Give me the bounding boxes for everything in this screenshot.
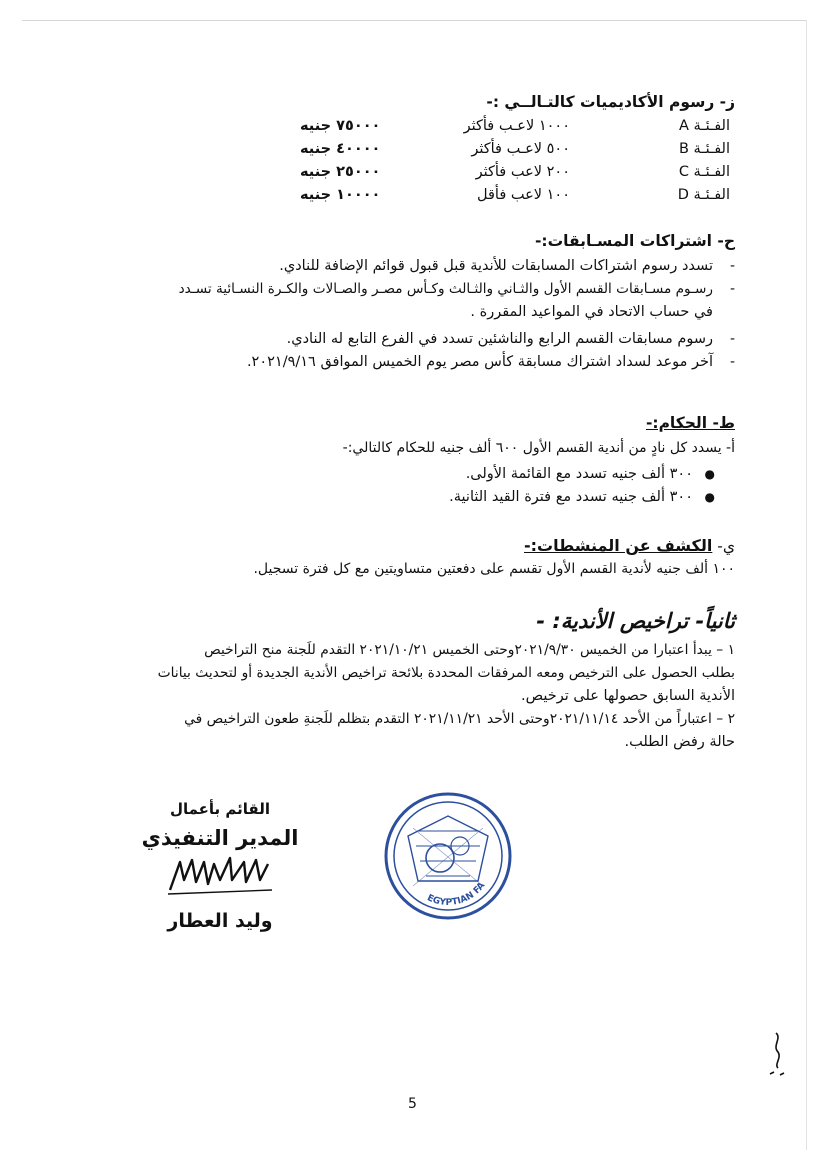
list-item-text: آخر موعد لسداد اشتراك مسابقة كأس مصر يوم الخميس الموافق ٢٠٢١/٩/١٦. [246, 354, 713, 370]
list-item-text: تسدد رسوم اشتراكات المسابقات للأندية قبل قبول قوائم الإضافة للنادي. [279, 258, 713, 274]
signature-name: وليد العطار [167, 910, 273, 932]
fee-players: ١٠٠ لاعب فأقل [476, 187, 570, 203]
paragraph-line: ٢ – اعتباراً من الأحد ٢٠٢١/١١/١٤وحتى الأحد ٢٠٢١/١١/٢١ التقدم بتظلم للَجنةِ طعون التراخيص في [184, 711, 735, 727]
referees-intro: أ- يسدد كل نادٍ من أندية القسم الأول ٦٠٠ ألف جنيه للحكام كالتالي:- [342, 440, 735, 456]
fee-category: الفـئـة B [679, 141, 730, 157]
svg-text:EGYPTIAN FA [425, 881, 487, 908]
list-item-continuation [85, 304, 735, 331]
signature-title-acting: القائم بأعمال [169, 800, 271, 818]
fee-players: ١٠٠٠ لاعـب فأكثر [463, 118, 570, 134]
referees-bullets [395, 466, 715, 512]
competitions-subscriptions-heading: ح- اشتراكات المسـابقات:- [534, 232, 735, 250]
list-item [85, 331, 735, 354]
fee-players: ٥٠٠ لاعـب فأكثر [471, 141, 570, 157]
list-item-text: ٣٠٠ ألف جنيه تسدد مع فترة القيد الثانية. [449, 489, 693, 505]
list-item-text: رسـوم مسـابقات القسم الأول والثـاني والثـالث وكـأس مصـر والصـالات والكـرة النسـائية تسـدد [178, 281, 713, 297]
fee-amount: ٤٠٠٠٠ جنيه [300, 141, 381, 157]
signature-title-executive-director: المدير التنفيذي [141, 826, 299, 850]
list-item-text: رسوم مسابقات القسم الرابع والناشئين تسدد في الفرع التابع له النادي. [286, 331, 713, 347]
paragraph-line: حالة رفض الطلب. [624, 734, 735, 750]
fee-players: ٢٠٠ لاعب فأكثر [475, 164, 570, 180]
paragraph-line: الأندية السابق حصولها على ترخيص. [521, 688, 735, 704]
initials-icon [764, 1028, 794, 1078]
list-item [395, 489, 715, 512]
stamp-icon [378, 786, 518, 926]
fee-category: الفـئـة C [678, 164, 730, 180]
subscriptions-list [85, 258, 735, 377]
list-item-text: ٣٠٠ ألف جنيه تسدد مع القائمة الأولى. [465, 466, 693, 482]
list-item [85, 354, 735, 377]
academies-fees-heading: ز- رسوم الأكاديميات كالتـالــي :- [486, 93, 735, 111]
bullet-icon: ● [704, 490, 715, 504]
paragraph-line: ١ – يبدأ اعتبارا من الخميس ٢٠٢١/٩/٣٠وحتى الخميس ٢٠٢١/١٠/٢١ التقدم للَجنة منح التراخيص [204, 642, 735, 658]
fee-amount: ٧٥٠٠٠ جنيه [300, 118, 381, 134]
clubs-licensing-heading: ثانياً- تراخيص الأندية: - [536, 609, 735, 633]
margin-initials [764, 1028, 794, 1078]
stamp-text: EGYPTIAN FA [425, 880, 488, 908]
list-item [85, 281, 735, 304]
scan-border-right [806, 20, 807, 1150]
doping-text: ١٠٠ ألف جنيه لأندية القسم الأول تقسم على دفعتين متساويتين مع كل فترة تسجيل. [253, 561, 735, 577]
dash-marker: - [729, 331, 735, 347]
fee-row [300, 187, 730, 209]
doping-heading [524, 536, 735, 555]
referees-heading: ط- الحكام:- [645, 414, 735, 432]
fee-category: الفـئـة A [679, 118, 730, 134]
bullet-icon: ● [704, 467, 715, 481]
fee-row [300, 118, 730, 140]
handwritten-signature [140, 850, 300, 900]
official-stamp [378, 786, 518, 926]
doping-heading-prefix: ي- [712, 537, 735, 555]
fee-row [300, 164, 730, 186]
fee-amount: ٢٥٠٠٠ جنيه [300, 164, 381, 180]
list-item-text: في حساب الاتحاد في المواعيد المقررة . [470, 304, 713, 320]
fee-category: الفـئـة D [677, 187, 730, 203]
scan-border-top [22, 20, 807, 21]
dash-marker: - [729, 354, 735, 370]
licensing-paragraphs [90, 642, 735, 757]
fee-amount: ١٠٠٠٠ جنيه [300, 187, 381, 203]
list-item [85, 258, 735, 281]
list-item [395, 466, 715, 489]
signature-block [140, 800, 300, 932]
paragraph-line: بطلب الحصول على الترخيص ومعه المرفقات المحددة بلائحة تراخيص الأندية الجديدة أو لتحديث بيانات [157, 665, 735, 681]
fee-row [300, 141, 730, 163]
dash-marker: - [729, 258, 735, 274]
page-number: 5 [408, 1096, 417, 1112]
dash-marker: - [729, 281, 735, 297]
doping-heading-title: الكشف عن المنشطات:- [524, 536, 713, 555]
signature-icon [140, 850, 300, 900]
